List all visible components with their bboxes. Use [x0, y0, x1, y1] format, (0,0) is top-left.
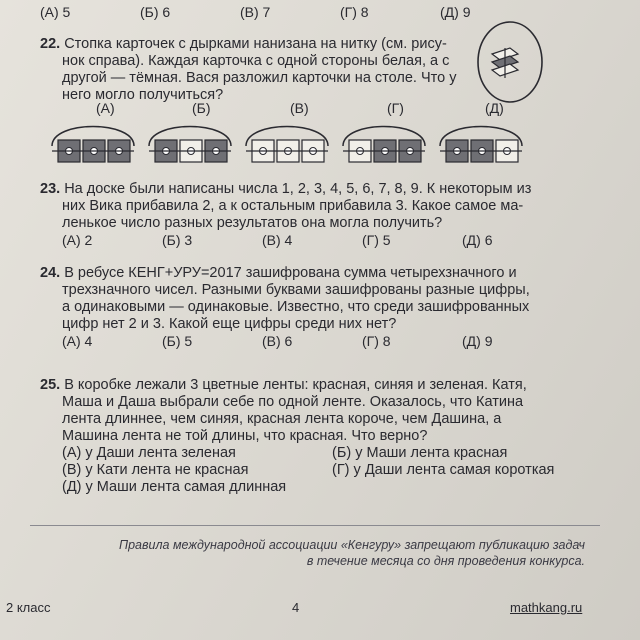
question-23 — [40, 181, 610, 249]
card-row — [246, 127, 328, 163]
option-label-c: (В) — [290, 100, 309, 116]
question-text-line: Маша и Даша выбрали себе по одной ленте. Оказалось, что Катина — [62, 394, 524, 410]
question-number: 25. — [40, 377, 61, 393]
grade-label: 2 класс — [6, 600, 51, 615]
question-text-line: В ребусе КЕНГ+УРУ=2017 зашифрована сумма четырехзначного и — [64, 265, 517, 281]
question-number: 23. — [40, 181, 61, 197]
card-row — [149, 127, 231, 163]
option-b: (Б) 6 — [140, 4, 171, 20]
option-a: (А) 4 — [62, 333, 93, 349]
option-e: (Д) 9 — [462, 333, 493, 349]
copyright-note — [80, 537, 585, 569]
card-row — [440, 127, 522, 163]
option-c: (В) 6 — [262, 333, 293, 349]
question-text-line: цифр нет 2 и 3. Какой еще цифры среди них нет? — [62, 316, 397, 332]
question-text-line: В коробке лежали 3 цветные ленты: красная, синяя и зеленая. Катя, — [64, 377, 527, 393]
option-e: (Д) у Маши лента самая длинная — [62, 479, 287, 495]
question-text-line: лента длиннее, чем синяя, красная лента короче, чем Дашина, а — [62, 411, 502, 427]
card-row — [52, 127, 134, 163]
option-e: (Д) 9 — [440, 4, 471, 20]
option-b: (Б) 5 — [162, 333, 193, 349]
question-text-line: Машина лента не той длины, что красная. Что верно? — [62, 428, 428, 444]
footer-divider — [30, 525, 600, 526]
question-22 — [40, 36, 485, 104]
answer-options — [40, 333, 610, 350]
option-d: (Г) 8 — [340, 4, 369, 20]
question-text-line: трехзначного чисел. Разными буквами зашифрованы разные цифры, — [62, 282, 530, 298]
option-d: (Г) 8 — [362, 333, 391, 349]
question-text-line: нок справа). Каждая карточка с одной стороны белая, а с — [62, 53, 450, 69]
page-number: 4 — [292, 600, 300, 615]
option-a: (А) 5 — [40, 4, 71, 20]
option-label-e: (Д) — [485, 100, 504, 116]
option-b: (Б) 3 — [162, 232, 193, 248]
option-b: (Б) у Маши лента красная — [332, 445, 508, 461]
option-label-b: (Б) — [192, 100, 211, 116]
question-text-line: Стопка карточек с дырками нанизана на нитку (см. рису- — [64, 36, 447, 52]
question-24 — [40, 265, 610, 350]
option-a: (А) 2 — [62, 232, 93, 248]
copyright-note-line: Правила международной ассоциации «Кенгуру» запрещают публикацию задач — [119, 538, 585, 552]
option-d: (Г) 5 — [362, 232, 391, 248]
question-text-line: На доске были написаны числа 1, 2, 3, 4, 5, 6, 7, 8, 9. К некоторым из — [64, 181, 532, 197]
option-label-a: (А) — [96, 100, 115, 116]
question-text-line: них Вика прибавила 2, а к остальным прибавила 3. Какое самое ма- — [62, 198, 524, 214]
question-number: 22. — [40, 36, 61, 52]
option-a: (А) у Даши лента зеленая — [62, 445, 236, 461]
card-rows — [40, 116, 600, 170]
question-22-options — [40, 100, 600, 170]
card-row — [343, 127, 425, 163]
option-c: (В) у Кати лента не красная — [62, 462, 249, 478]
option-c: (В) 4 — [262, 232, 293, 248]
option-label-d: (Г) — [387, 100, 404, 116]
option-c: (В) 7 — [240, 4, 271, 20]
site-link[interactable]: mathkang.ru — [510, 600, 583, 615]
card-stack-illustration — [470, 18, 550, 106]
question-number: 24. — [40, 265, 61, 281]
question-text-line: ленькое число разных результатов она могла получить? — [62, 215, 443, 231]
question-text-line: другой — тёмная. Вася разложил карточки на столе. Что у — [62, 70, 457, 86]
question-text-line: а одинаковыми — одинаковые. Известно, что среди зашифрованных — [62, 299, 530, 315]
question-text-line: него могло получиться? — [62, 87, 224, 103]
question-25 — [40, 377, 610, 496]
copyright-note-line: в течение месяца со дня проведения конкурса. — [306, 554, 585, 568]
answer-options — [40, 232, 610, 249]
option-e: (Д) 6 — [462, 232, 493, 248]
answer-options — [40, 445, 610, 496]
option-d: (Г) у Даши лента самая короткая — [332, 462, 555, 478]
